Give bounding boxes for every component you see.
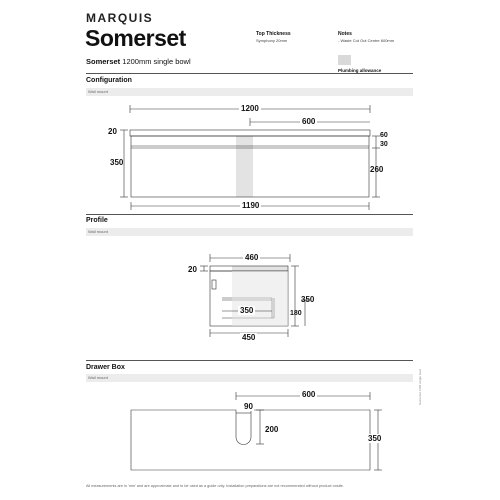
drawer-dim-width: 600	[302, 390, 316, 399]
brand-logo: MARQUIS	[86, 11, 154, 25]
notes-text: - Waste Cut Out Centre 600mm	[338, 38, 395, 43]
profile-dim-top: 20	[188, 265, 197, 274]
drawer-box-bar-label: Wall mount	[88, 375, 108, 380]
side-note: Somerset 1200 single bowl	[418, 368, 422, 405]
profile-dim-bottom: 450	[242, 333, 256, 342]
dim-60: 60	[380, 132, 388, 139]
drawer-dim-cut-depth: 200	[265, 425, 279, 434]
dim-bottom-width: 1190	[242, 201, 260, 210]
configuration-heading: Configuration	[86, 77, 132, 84]
subtitle-desc: 1200mm single bowl	[120, 57, 191, 66]
dim-top: 20	[108, 127, 117, 136]
dim-total-width: 1200	[241, 104, 259, 113]
top-thickness-text: Symphony 20mm	[256, 38, 288, 43]
drawer-dim-height: 350	[368, 434, 382, 443]
page-title: Somerset	[85, 25, 186, 51]
notes-heading: Notes	[338, 31, 352, 37]
profile-dim-depth: 460	[245, 253, 259, 262]
plumbing-label: Plumbing allowance	[338, 68, 382, 73]
configuration-bar-label: Wall mount	[88, 89, 108, 94]
profile-dim-180: 180	[290, 310, 302, 317]
dim-30: 30	[380, 141, 388, 148]
profile-heading: Profile	[86, 217, 108, 224]
footer-disclaimer: All measurements are in 'mm' and are approximate and to be used as a guide only. Installation preparations are not recommended without product onsite.	[86, 484, 344, 488]
dim-half-width: 600	[302, 117, 316, 126]
dim-height: 350	[110, 158, 124, 167]
dim-260: 260	[370, 165, 384, 174]
profile-dim-height: 350	[301, 295, 315, 304]
profile-bar-label: Wall mount	[88, 229, 108, 234]
subtitle-product: Somerset	[86, 57, 121, 66]
drawer-dim-cut: 90	[244, 402, 253, 411]
top-thickness-heading: Top Thickness	[256, 31, 291, 37]
profile-dim-inner: 350	[240, 306, 254, 315]
drawer-box-heading: Drawer Box	[86, 364, 125, 371]
